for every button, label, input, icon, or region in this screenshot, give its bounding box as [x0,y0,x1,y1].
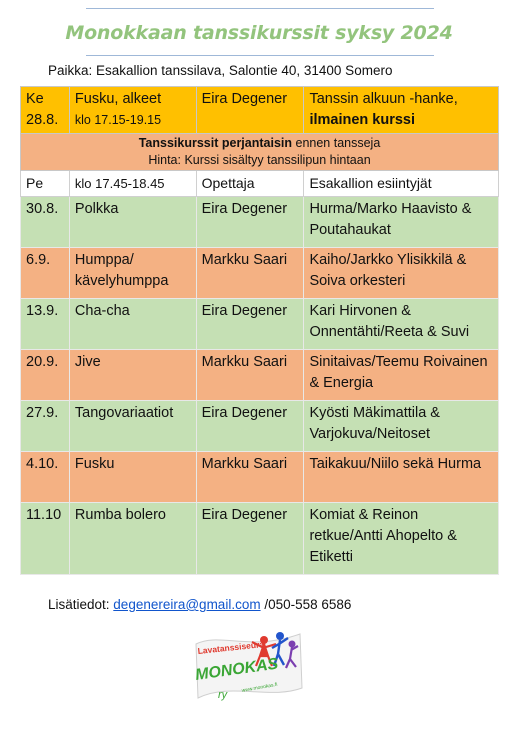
kickoff-row [21,87,499,134]
logo-line3: ry [218,689,228,701]
contact-line [48,597,351,612]
table-row [21,452,499,503]
row-dance: Cha-cha [69,299,196,350]
contact-label: Lisätiedot: [48,597,114,612]
kickoff-day-cell [21,87,70,134]
header-row [21,171,499,197]
row-teacher: Eira Degener [196,197,304,248]
row-dance: Rumba bolero [69,503,196,575]
header-day: Pe [21,171,70,197]
row-performers: Taikakuu/Niilo sekä Hurma [304,452,499,503]
row-dance: Tangovariaatiot [69,401,196,452]
row-date: 11.10 [21,503,70,575]
email-link[interactable]: degenereira@gmail.com [113,597,261,612]
venue-text: Paikka: Esakallion tanssilava, Salontie 40, 31400 Somero [48,63,393,78]
info-cell [21,134,499,171]
page-title: Monokkaan tanssikurssit syksy 2024 [65,22,453,44]
row-date: 13.9. [21,299,70,350]
table-row [21,503,499,575]
row-performers: Kaiho/Jarkko Ylisikkilä & Soiva orkesteri [304,248,499,299]
table-row [21,299,499,350]
kickoff-teacher: Eira Degener [196,87,304,134]
row-performers: Komiat & Reinon retkue/Antti Ahopelto & Etiketti [304,503,499,575]
monokas-logo [190,622,306,706]
row-teacher: Markku Saari [196,248,304,299]
row-performers: Kyösti Mäkimattila & Varjokuva/Neitoset [304,401,499,452]
price-line: Hinta: Kurssi sisältyy tanssilipun hintaan [148,153,371,167]
contact-phone: /050-558 6586 [260,597,352,612]
title-divider [86,55,434,56]
row-dance: Fusku [69,452,196,503]
row-teacher: Eira Degener [196,299,304,350]
row-date: 30.8. [21,197,70,248]
row-teacher: Eira Degener [196,503,304,575]
kickoff-project-cell [304,87,499,134]
row-performers: Kari Hirvonen & Onnentähti/Reeta & Suvi [304,299,499,350]
top-divider [86,8,434,9]
header-time: klo 17.45-18.45 [69,171,196,197]
kickoff-project: Tanssin alkuun -hanke, [309,91,458,107]
row-dance: Jive [69,350,196,401]
table-row [21,248,499,299]
table-row [21,197,499,248]
kickoff-course: Fusku, alkeet [74,91,162,107]
row-performers: Sinitaivas/Teemu Roivainen & Energia [304,350,499,401]
info-row [21,134,499,171]
row-date: 20.9. [21,350,70,401]
row-date: 6.9. [21,248,70,299]
info-bold: Tanssikurssit perjantaisin [138,136,293,150]
schedule-table [20,86,499,575]
row-dance: Humppa/ kävelyhumppa [69,248,196,299]
row-teacher: Markku Saari [196,452,304,503]
kickoff-date: 28.8. [26,112,59,128]
kickoff-free: ilmainen kurssi [309,112,416,128]
kickoff-day: Ke [26,91,44,107]
logo-web: www.monokas.fi [241,681,278,694]
kickoff-time: klo 17.15-19.15 [74,113,162,127]
row-date: 4.10. [21,452,70,503]
header-teacher: Opettaja [196,171,304,197]
row-performers: Hurma/Marko Haavisto & Poutahaukat [304,197,499,248]
table-row [21,401,499,452]
row-dance: Polkka [69,197,196,248]
logo-line2: MONOKAS [194,655,280,684]
logo-line1: Lavatanssiseura [197,639,265,656]
header-performers: Esakallion esiintyjät [304,171,499,197]
info-line [25,135,494,152]
row-date: 27.9. [21,401,70,452]
row-teacher: Eira Degener [196,401,304,452]
table-row [21,350,499,401]
kickoff-course-cell [69,87,196,134]
row-teacher: Markku Saari [196,350,304,401]
info-rest: ennen tansseja [292,136,381,150]
